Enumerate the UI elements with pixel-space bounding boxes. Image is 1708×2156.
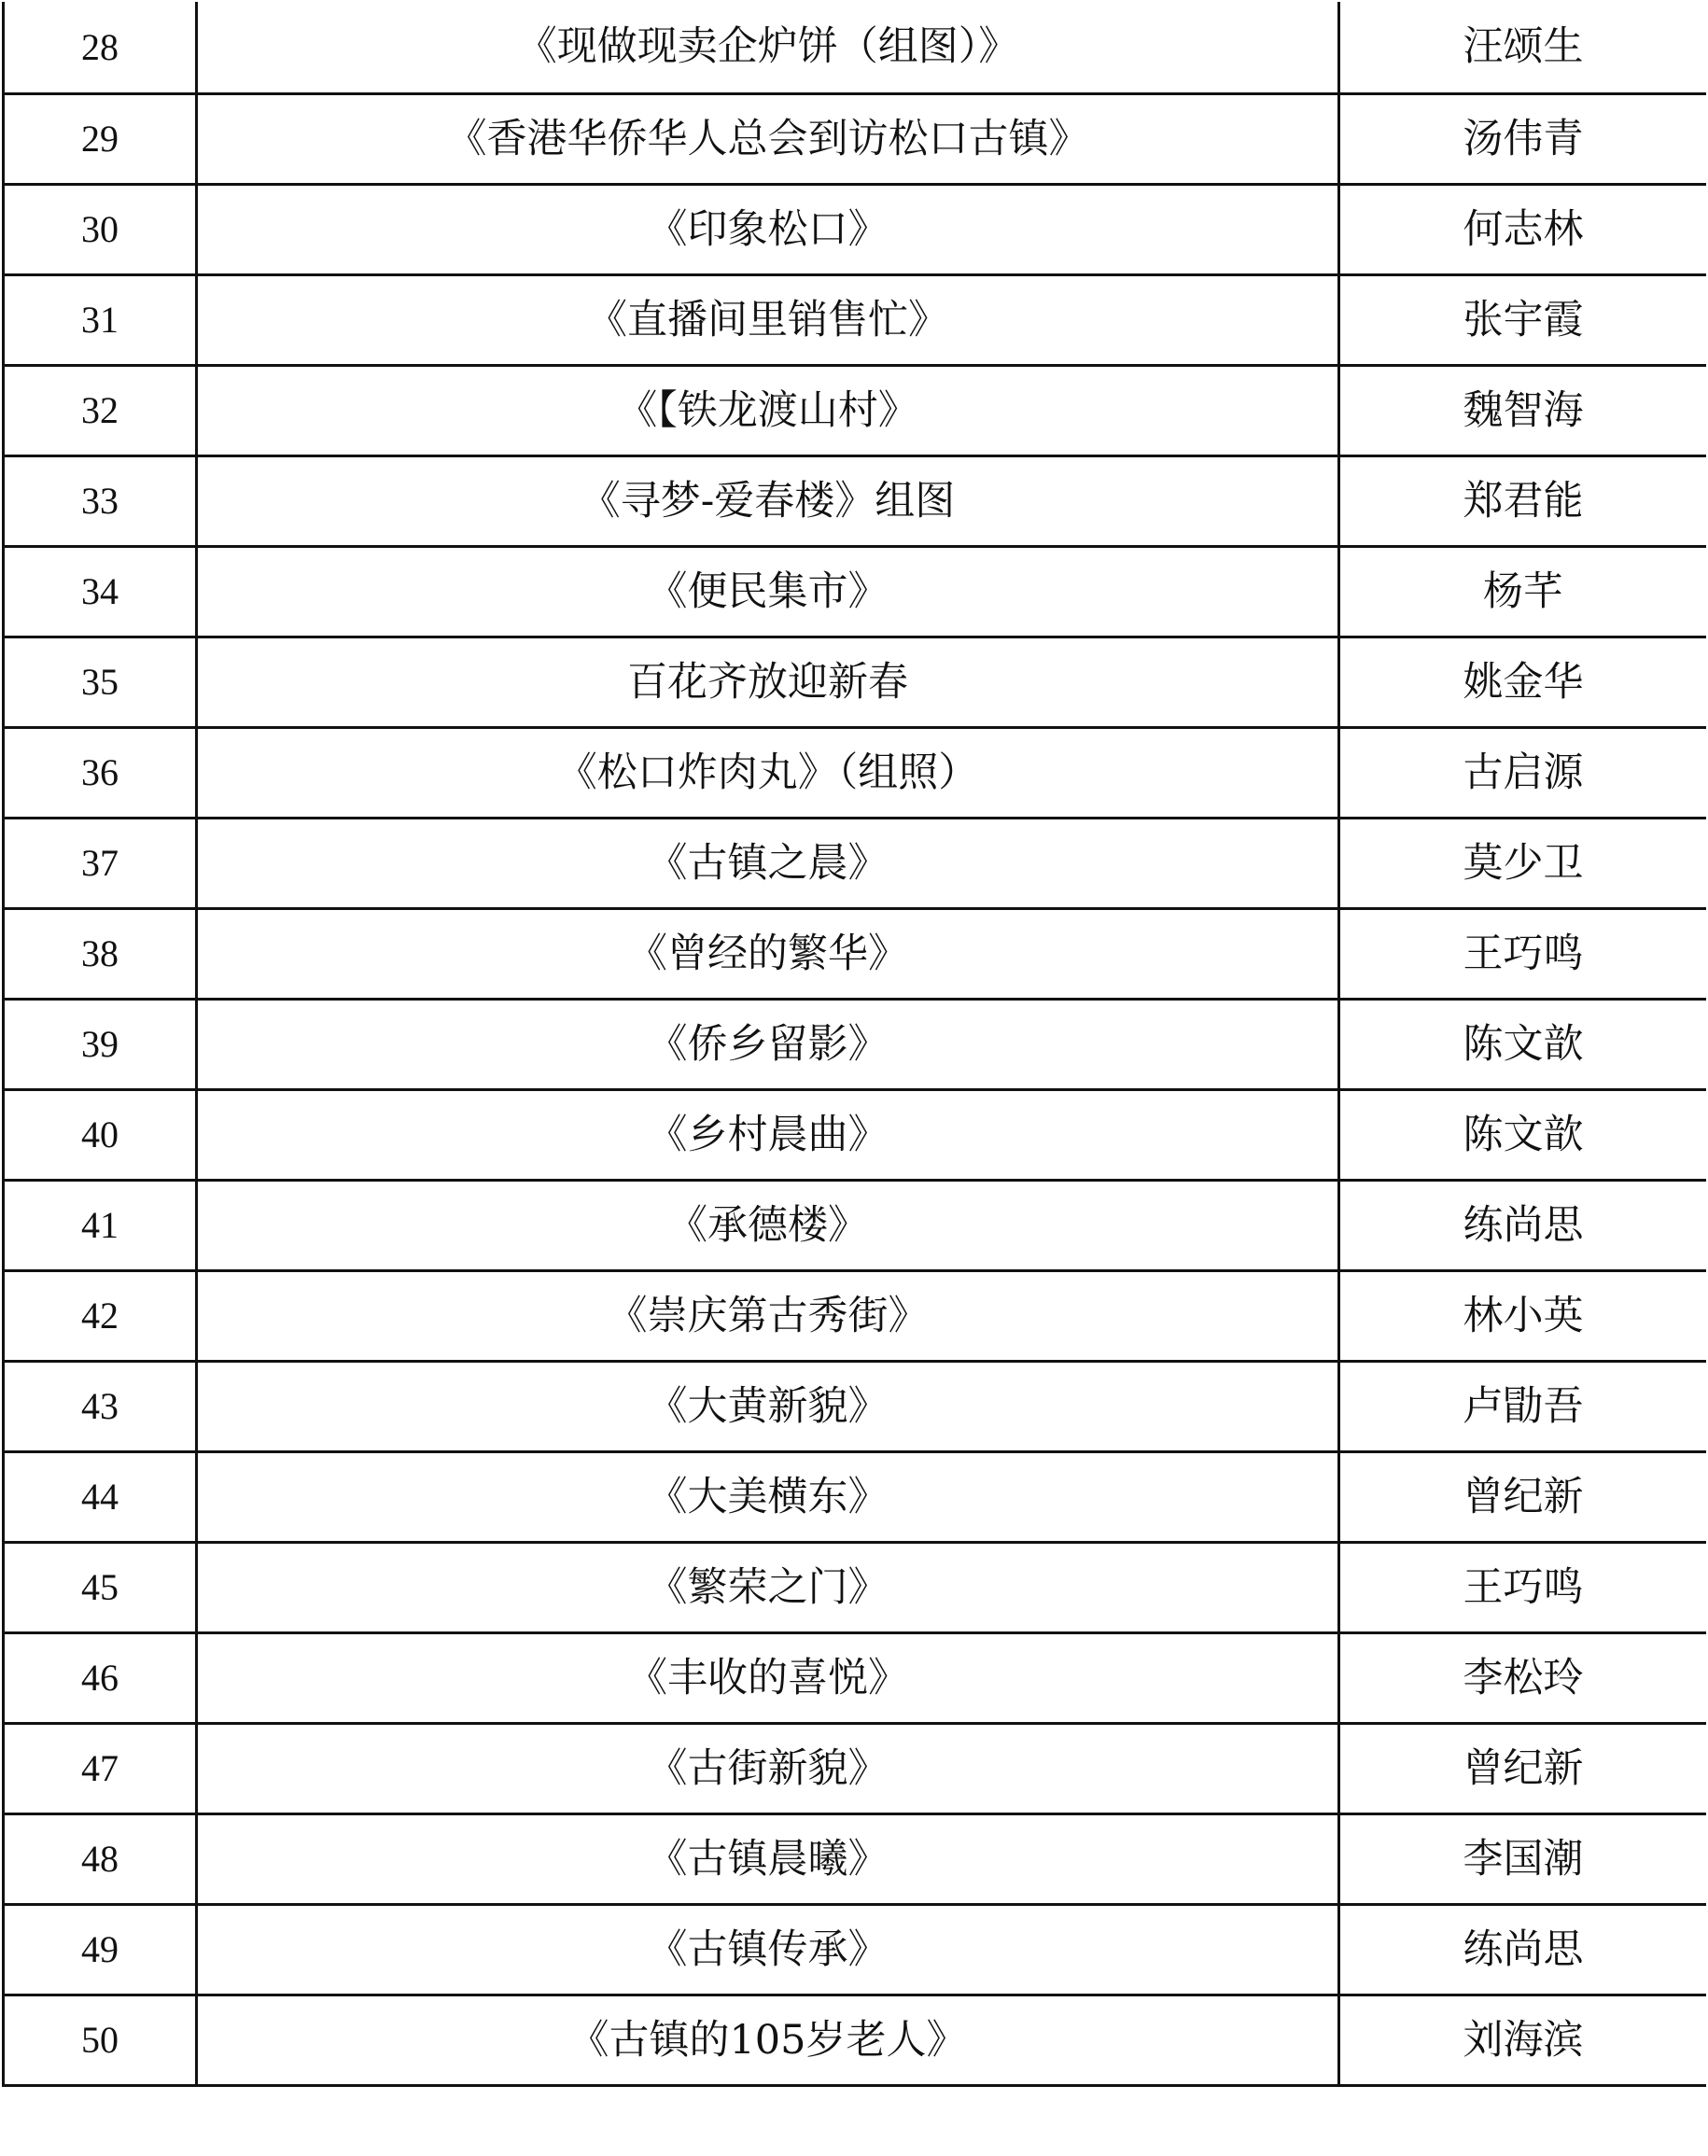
- entry-title: 《乡村晨曲》: [197, 1090, 1339, 1181]
- entry-title: 《便民集市》: [197, 547, 1339, 637]
- entry-title: 《古镇的105岁老人》: [197, 1995, 1339, 2086]
- entry-number: 36: [4, 728, 197, 819]
- entry-title: 《古镇之晨》: [197, 819, 1339, 909]
- entry-title: 《现做现卖企炉饼（组图）》: [197, 2, 1339, 94]
- table-row: [4, 909, 1707, 1000]
- document-page: [2, 2, 1706, 2154]
- table-row: [4, 1452, 1707, 1543]
- table-row: [4, 1362, 1707, 1452]
- entry-author: 刘海滨: [1339, 1995, 1707, 2086]
- entry-number: 29: [4, 94, 197, 185]
- entry-title: 《大黄新貌》: [197, 1362, 1339, 1452]
- entry-number: 37: [4, 819, 197, 909]
- table-row: [4, 819, 1707, 909]
- entry-title: 《香港华侨华人总会到访松口古镇》: [197, 94, 1339, 185]
- table-row: [4, 275, 1707, 366]
- entry-author: 杨芊: [1339, 547, 1707, 637]
- entry-number: 46: [4, 1633, 197, 1724]
- table-row: [4, 728, 1707, 819]
- table-row: [4, 94, 1707, 185]
- entry-author: 汤伟青: [1339, 94, 1707, 185]
- entry-author: 李国潮: [1339, 1814, 1707, 1905]
- table-row: [4, 547, 1707, 637]
- table-row: [4, 1905, 1707, 1995]
- entry-title: 《曾经的繁华》: [197, 909, 1339, 1000]
- entry-number: 41: [4, 1181, 197, 1271]
- entry-title: 《松口炸肉丸》（组照）: [197, 728, 1339, 819]
- entry-author: 张宇霞: [1339, 275, 1707, 366]
- table-row: [4, 1543, 1707, 1633]
- table-row: [4, 366, 1707, 456]
- entry-title: 《古街新貌》: [197, 1724, 1339, 1814]
- entry-author: 林小英: [1339, 1271, 1707, 1362]
- entry-author: 练尚思: [1339, 1181, 1707, 1271]
- table-row: [4, 1271, 1707, 1362]
- entries-table: [2, 2, 1706, 2087]
- entry-number: 40: [4, 1090, 197, 1181]
- entry-number: 30: [4, 185, 197, 275]
- entry-number: 47: [4, 1724, 197, 1814]
- entry-author: 汪颂生: [1339, 2, 1707, 94]
- entry-title: 《【铁龙渡山村》: [197, 366, 1339, 456]
- entry-number: 44: [4, 1452, 197, 1543]
- table-row: [4, 1090, 1707, 1181]
- entry-title: 《大美横东》: [197, 1452, 1339, 1543]
- table-row: [4, 1633, 1707, 1724]
- entry-number: 34: [4, 547, 197, 637]
- entry-author: 王巧鸣: [1339, 909, 1707, 1000]
- entry-author: 陈文歆: [1339, 1090, 1707, 1181]
- entry-author: 古启源: [1339, 728, 1707, 819]
- entry-title: 《繁荣之门》: [197, 1543, 1339, 1633]
- entry-number: 33: [4, 456, 197, 547]
- table-row: [4, 637, 1707, 728]
- entry-number: 38: [4, 909, 197, 1000]
- table-row: [4, 1814, 1707, 1905]
- entry-number: 32: [4, 366, 197, 456]
- entry-author: 王巧鸣: [1339, 1543, 1707, 1633]
- entry-title: 《直播间里销售忙》: [197, 275, 1339, 366]
- entry-author: 李松玲: [1339, 1633, 1707, 1724]
- entry-number: 31: [4, 275, 197, 366]
- entry-title: 《崇庆第古秀街》: [197, 1271, 1339, 1362]
- entry-author: 郑君能: [1339, 456, 1707, 547]
- entry-title: 《古镇传承》: [197, 1905, 1339, 1995]
- entry-author: 曾纪新: [1339, 1724, 1707, 1814]
- entry-author: 陈文歆: [1339, 1000, 1707, 1090]
- entry-author: 卢勖吾: [1339, 1362, 1707, 1452]
- entry-author: 姚金华: [1339, 637, 1707, 728]
- entry-number: 43: [4, 1362, 197, 1452]
- table-row: [4, 1181, 1707, 1271]
- entry-number: 39: [4, 1000, 197, 1090]
- entry-number: 49: [4, 1905, 197, 1995]
- entry-title: 《侨乡留影》: [197, 1000, 1339, 1090]
- entry-title: 百花齐放迎新春: [197, 637, 1339, 728]
- table-row: [4, 456, 1707, 547]
- entry-author: 曾纪新: [1339, 1452, 1707, 1543]
- entry-number: 48: [4, 1814, 197, 1905]
- table-row: [4, 1995, 1707, 2086]
- table-row: [4, 1724, 1707, 1814]
- entry-number: 42: [4, 1271, 197, 1362]
- table-row: [4, 185, 1707, 275]
- entry-number: 28: [4, 2, 197, 94]
- entry-number: 50: [4, 1995, 197, 2086]
- entry-title: 《寻梦-爱春楼》组图: [197, 456, 1339, 547]
- entry-title: 《古镇晨曦》: [197, 1814, 1339, 1905]
- entry-title: 《承德楼》: [197, 1181, 1339, 1271]
- entry-title: 《印象松口》: [197, 185, 1339, 275]
- entry-author: 练尚思: [1339, 1905, 1707, 1995]
- entry-number: 35: [4, 637, 197, 728]
- entry-title: 《丰收的喜悦》: [197, 1633, 1339, 1724]
- entry-author: 魏智海: [1339, 366, 1707, 456]
- entry-author: 何志林: [1339, 185, 1707, 275]
- table-row: [4, 1000, 1707, 1090]
- entry-number: 45: [4, 1543, 197, 1633]
- table-row: [4, 2, 1707, 94]
- entry-author: 莫少卫: [1339, 819, 1707, 909]
